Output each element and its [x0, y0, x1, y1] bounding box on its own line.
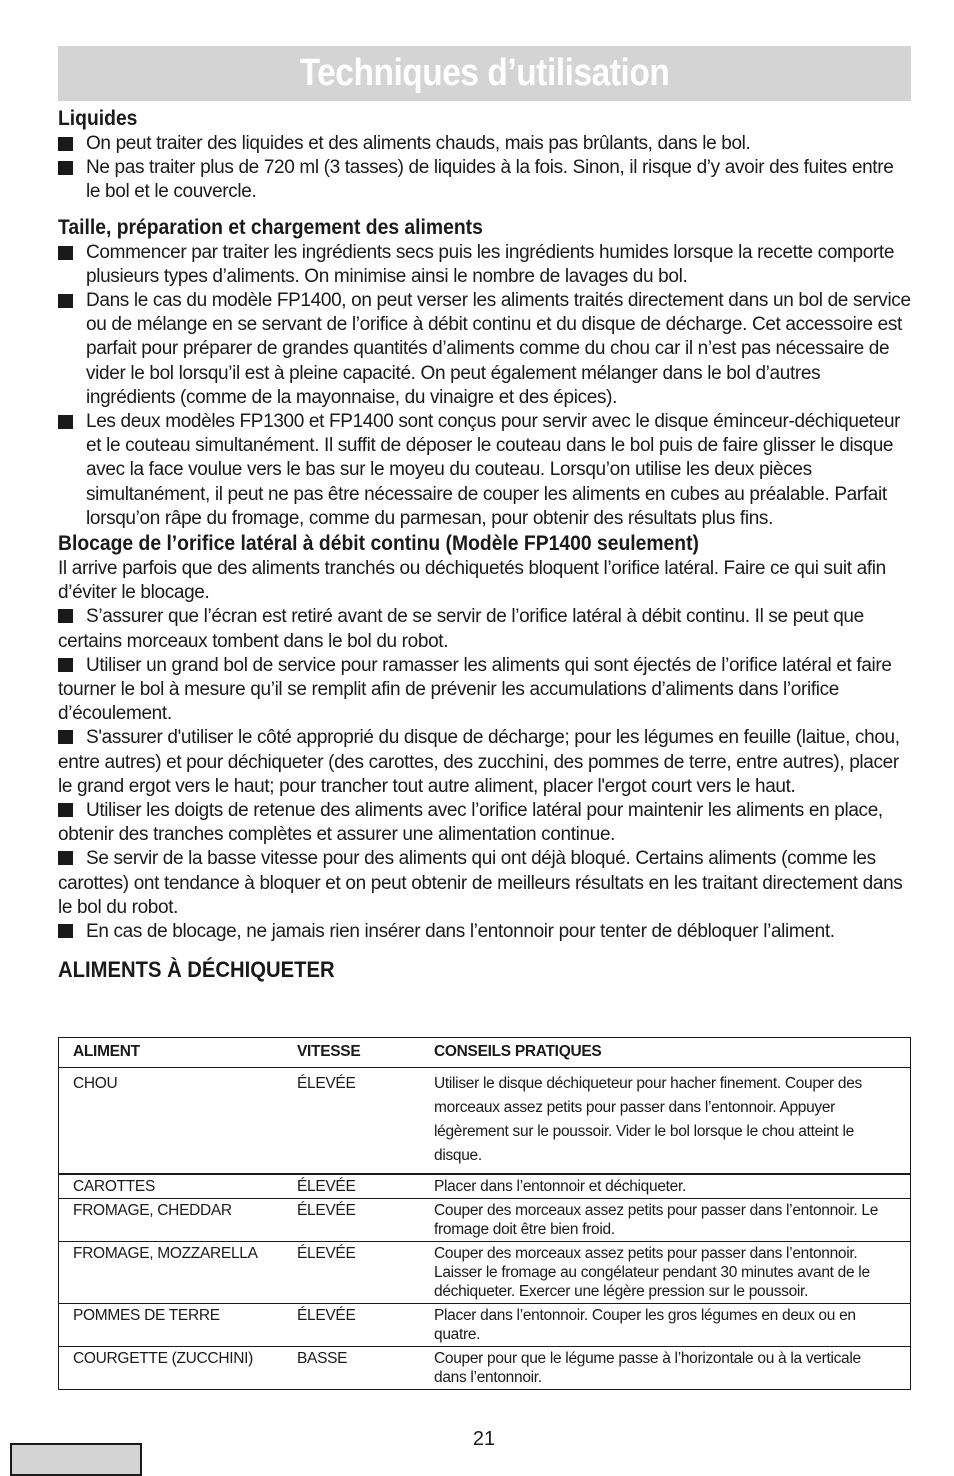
cell-conseils: Couper des morceaux assez petits pour passer dans l’entonnoir. Le fromage doit être bien froid. — [434, 1198, 911, 1241]
cell-vitesse: ÉLEVÉE — [297, 1174, 434, 1199]
blocage-item: S’assurer que l’écran est retiré avant de se servir de l’orifice latéral à débit continu. Il se peut que certains morceaux tombent dans le bol du robot. — [58, 606, 864, 652]
table-row — [59, 1346, 911, 1389]
square-bullet-icon — [58, 294, 73, 308]
blocage-item: Utiliser un grand bol de service pour ramasser les aliments qui sont éjectés de l’orifice latéral et faire tourner le bol à mesure qu’il se remplit afin de prévenir les accumulations d’aliments dans l’orifice d’écoulement. — [58, 654, 892, 725]
corner-tab-box — [10, 1443, 142, 1476]
cell-vitesse: ÉLEVÉE — [297, 1075, 356, 1092]
square-bullet-icon — [58, 609, 73, 623]
main-content — [58, 106, 911, 984]
blocage-item: S'assurer d'utiliser le côté approprié du disque de décharge; pour les légumes en feuille (laitue, chou, entre autres) et pour déchiqueter (des carottes, des zucchini, des pommes de terre, entre autres), placer le grand ergot vers le haut; pour trancher tout autre aliment, placer l'ergot court vers le haut. — [58, 727, 900, 797]
cell-conseils: Couper des morceaux assez petits pour passer dans l’entonnoir. Laisser le fromage au congélateur pendant 30 minutes avant de le déchiqueter. Exercer une légère pression sur le poussoir. — [434, 1241, 911, 1303]
cell-aliment: CHOU — [73, 1075, 118, 1092]
blocage-item: Se servir de la basse vitesse pour des aliments qui ont déjà bloqué. Certains aliments (comme les carottes) ont tendance à bloquer et on peut obtenir de meilleurs résultats en les traitant directement dans le bol du robot. — [58, 848, 903, 918]
table-row — [59, 1174, 911, 1199]
blocage-item: En cas de blocage, ne jamais rien insérer dans l’entonnoir pour tenter de débloquer l’aliment. — [58, 920, 911, 944]
bullet-item: Les deux modèles FP1300 et FP1400 sont conçus pour servir avec le disque éminceur-déchiqueteur et le couteau simultanément. Il suffit de déposer le couteau dans le bol puis de faire glisser le disque avec la face voulue vers le bas sur le moyeu du couteau. Lorsqu’on utilise les deux pièces simultanément, il peut ne pas être nécessaire de couper les aliments en cubes au préalable. Parfait lorsqu’on râpe du fromage, comme du parmesan, pour obtenir des résultats plus fins. — [58, 410, 911, 531]
square-bullet-icon — [58, 803, 73, 817]
table-row — [59, 1198, 911, 1241]
title-banner — [58, 46, 911, 101]
bullet-item: Commencer par traiter les ingrédients secs puis les ingrédients humides lorsque la recette comporte plusieurs types d’aliments. On minimise ainsi le nombre de lavages du bol. — [58, 241, 911, 289]
column-header-conseils: CONSEILS PRATIQUES — [434, 1038, 911, 1068]
cell-aliment: POMMES DE TERRE — [59, 1303, 298, 1346]
cell-vitesse: ÉLEVÉE — [297, 1303, 434, 1346]
square-bullet-icon — [58, 246, 73, 260]
column-header-vitesse: VITESSE — [297, 1038, 434, 1068]
cell-vitesse: ÉLEVÉE — [297, 1241, 434, 1303]
square-bullet-icon — [58, 137, 73, 151]
cell-aliment: CAROTTES — [59, 1174, 298, 1199]
square-bullet-icon — [58, 924, 73, 938]
square-bullet-icon — [58, 161, 73, 175]
blocage-item: Utiliser les doigts de retenue des aliments avec l’orifice latéral pour maintenir les aliments en place, obtenir des tranches complètes et assurer une alimentation continue. — [58, 800, 883, 846]
cell-conseils: Utiliser le disque déchiqueteur pour hacher finement. Couper des morceaux assez petits pour passer dans l’entonnoir. Appuyer légèrement sur le poussoir. Vider le bol lorsque le chou atteint le disque. — [434, 1075, 862, 1164]
table-heading: ALIMENTS À DÉCHIQUETER — [58, 957, 335, 983]
page-title: Techniques d’utilisation — [299, 52, 670, 94]
square-bullet-icon — [58, 658, 73, 672]
square-bullet-icon — [58, 730, 73, 744]
cell-vitesse: BASSE — [297, 1346, 434, 1389]
square-bullet-icon — [58, 415, 73, 429]
table-row — [59, 1241, 911, 1303]
cell-aliment: COURGETTE (ZUCCHINI) — [59, 1346, 298, 1389]
cell-aliment: FROMAGE, CHEDDAR — [59, 1198, 298, 1241]
bullet-item: On peut traiter des liquides et des aliments chauds, mais pas brûlants, dans le bol. — [58, 132, 911, 156]
column-header-aliment: ALIMENT — [59, 1038, 298, 1068]
cell-conseils: Couper pour que le légume passe à l’horizontale ou à la verticale dans l’entonnoir. — [434, 1346, 911, 1389]
shredding-table — [58, 1037, 911, 1390]
section-heading-taille: Taille, préparation et chargement des aliments — [58, 215, 483, 239]
blocage-intro: Il arrive parfois que des aliments tranchés ou déchiquetés bloquent l’orifice latéral. Faire ce qui suit afin d’éviter le blocage. — [58, 558, 886, 604]
bullet-item: Ne pas traiter plus de 720 ml (3 tasses) de liquides à la fois. Sinon, il risque d’y avoir des fuites entre le bol et le couvercle. — [58, 156, 911, 204]
table-row — [59, 1303, 911, 1346]
square-bullet-icon — [58, 851, 73, 865]
cell-aliment: FROMAGE, MOZZARELLA — [59, 1241, 298, 1303]
table-row — [59, 1068, 911, 1174]
table-header-row — [59, 1038, 911, 1068]
cell-conseils: Placer dans l’entonnoir. Couper les gros légumes en deux ou en quatre. — [434, 1303, 911, 1346]
section-heading-blocage: Blocage de l’orifice latéral à débit continu (Modèle FP1400 seulement) — [58, 532, 699, 556]
bullet-item: Dans le cas du modèle FP1400, on peut verser les aliments traités directement dans un bol de service ou de mélange en se servant de l’orifice à débit continu et du disque de décharge. Cet accessoire est parfait pour préparer de grandes quantités d’aliments comme du chou car il n’est pas nécessaire de vider le bol lorsqu’il est à pleine capacité. On peut également mélanger dans le bol d’autres ingrédients (comme de la mayonnaise, du vinaigre et des épices). — [58, 289, 911, 410]
section-heading-liquides: Liquides — [58, 107, 138, 130]
page-number: 21 — [472, 1428, 496, 1450]
cell-vitesse: ÉLEVÉE — [297, 1198, 434, 1241]
cell-conseils: Placer dans l’entonnoir et déchiqueter. — [434, 1174, 911, 1199]
